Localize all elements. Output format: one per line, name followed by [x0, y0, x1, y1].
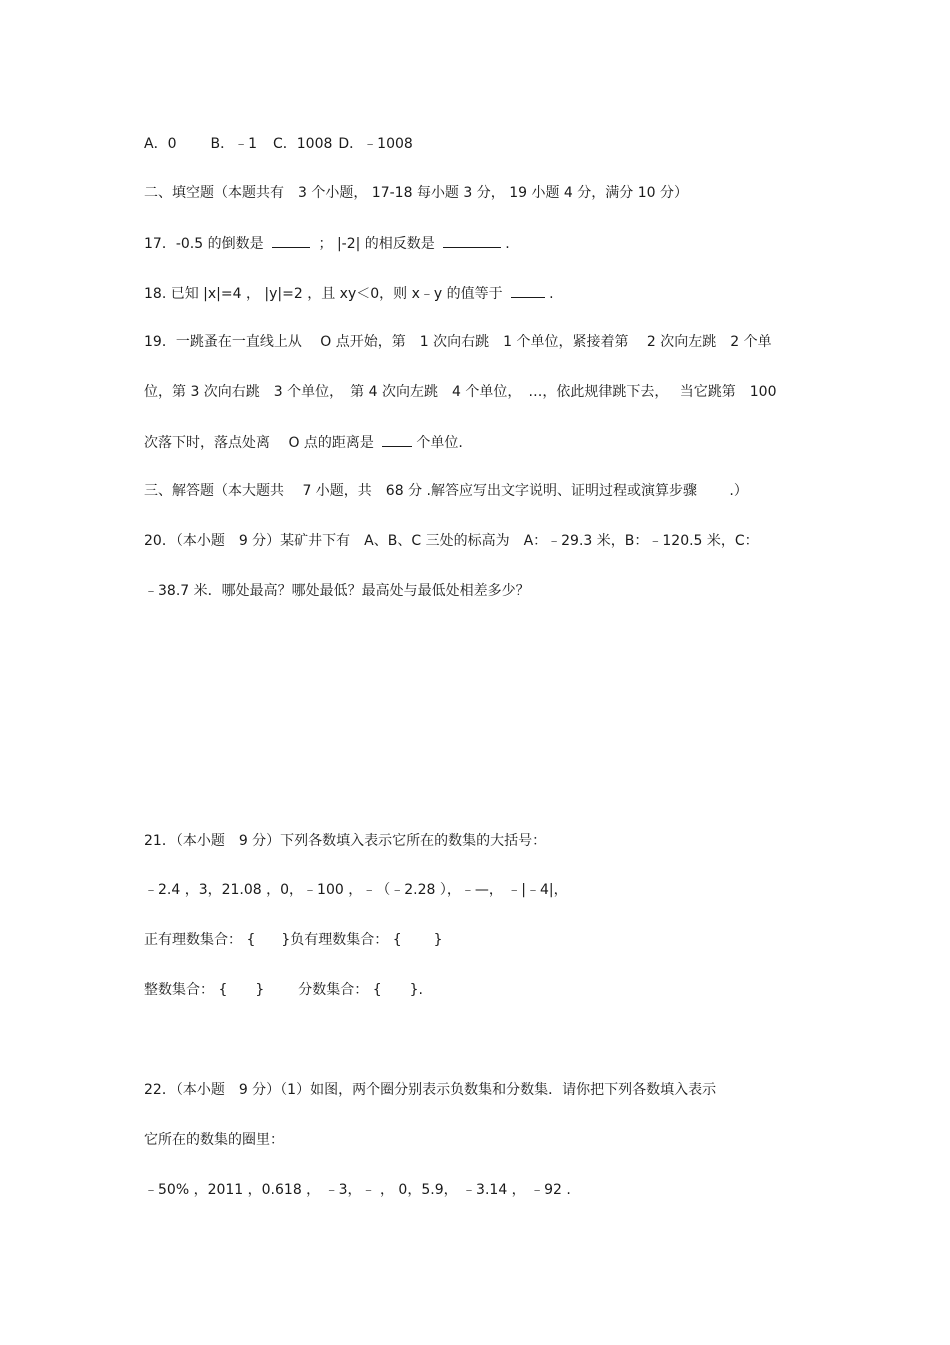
question-22-line-1: 22．（本小题 9 分）（1）如图，两个圈分别表示负数集和分数集．请你把下列各数填入表示: [144, 1082, 717, 1098]
fraction-set-close: }.: [409, 982, 423, 998]
q17-end: .: [505, 236, 510, 252]
question-21-sets-row-1: [144, 930, 824, 950]
option-b: B．﹣1: [210, 136, 257, 152]
integer-set-label: 整数集合： {: [144, 982, 228, 998]
question-22-numbers: ﹣50% ，2011 ，0.618 ， ﹣3，﹣ ， 0，5.9， ﹣3.14 ， ﹣92 .: [144, 1182, 571, 1198]
answer-blank-18[interactable]: [511, 283, 545, 298]
question-19-line-2: 位，第 3 次向右跳 3 个单位， 第 4 次向左跳 4 个单位， …，依此规律跳下去， 当它跳第 100: [144, 384, 777, 400]
fraction-set-label: 分数集合： {: [298, 982, 382, 998]
answer-blank-17a[interactable]: [272, 233, 310, 248]
negative-rational-close: }: [433, 932, 443, 948]
q18-end: .: [549, 286, 554, 302]
option-a: A．0: [144, 136, 177, 152]
question-17: [144, 233, 824, 254]
q19-text-a: 次落下时，落点处离 O 点的距离是: [144, 435, 374, 451]
question-21-line-1: 21．（本小题 9 分）下列各数填入表示它所在的数集的大括号：: [144, 833, 547, 849]
q17-text-2: ； |-2| 的相反数是: [318, 236, 435, 252]
q19-text-b: 个单位.: [416, 435, 463, 451]
option-c: C．1008: [273, 136, 333, 152]
negative-rational-set-label: 负有理数集合： {: [290, 932, 402, 948]
q16-options: [144, 134, 824, 154]
q18-text: 18. 已知 |x|=4 ， |y|=2 ，且 xy＜0，则 x﹣y 的值等于: [144, 286, 503, 302]
q17-text-1: 17．-0.5 的倒数是: [144, 236, 264, 252]
positive-rational-set-label: 正有理数集合： {: [144, 932, 256, 948]
question-21-numbers: ﹣2.4 ，3，21.08 ，0，﹣100 ，﹣（﹣2.28 ），﹣—， ﹣|﹣4|，: [144, 882, 568, 898]
question-18: [144, 283, 824, 304]
question-22-line-2: 它所在的数集的圈里：: [144, 1132, 284, 1148]
question-20-line-2: ﹣38.7 米．哪处最高？哪处最低？最高处与最低处相差多少？: [144, 583, 530, 599]
question-20-line-1: 20．（本小题 9 分）某矿井下有 A、B、C 三处的标高为 A：﹣29.3 米，B：﹣120.5 米，C：: [144, 533, 759, 549]
answer-blank-17b[interactable]: [443, 233, 501, 248]
question-21-sets-row-2: [144, 980, 824, 1000]
answer-blank-19[interactable]: [382, 432, 412, 447]
positive-rational-close: }: [281, 932, 291, 948]
option-d: D．﹣1008: [338, 136, 413, 152]
integer-set-close: }: [255, 982, 265, 998]
section-3-heading: 三、解答题（本大题共 7 小题，共 68 分 .解答应写出文字说明、证明过程或演算步骤 .）: [144, 483, 748, 499]
section-2-heading: 二、填空题（本题共有 3 个小题， 17-18 每小题 3 分， 19 小题 4 分，满分 10 分）: [144, 185, 688, 201]
question-19-line-3: [144, 432, 824, 453]
question-19-line-1: 19．一跳蚤在一直线上从 O 点开始，第 1 次向右跳 1 个单位，紧接着第 2 次向左跳 2 个单: [144, 334, 772, 350]
